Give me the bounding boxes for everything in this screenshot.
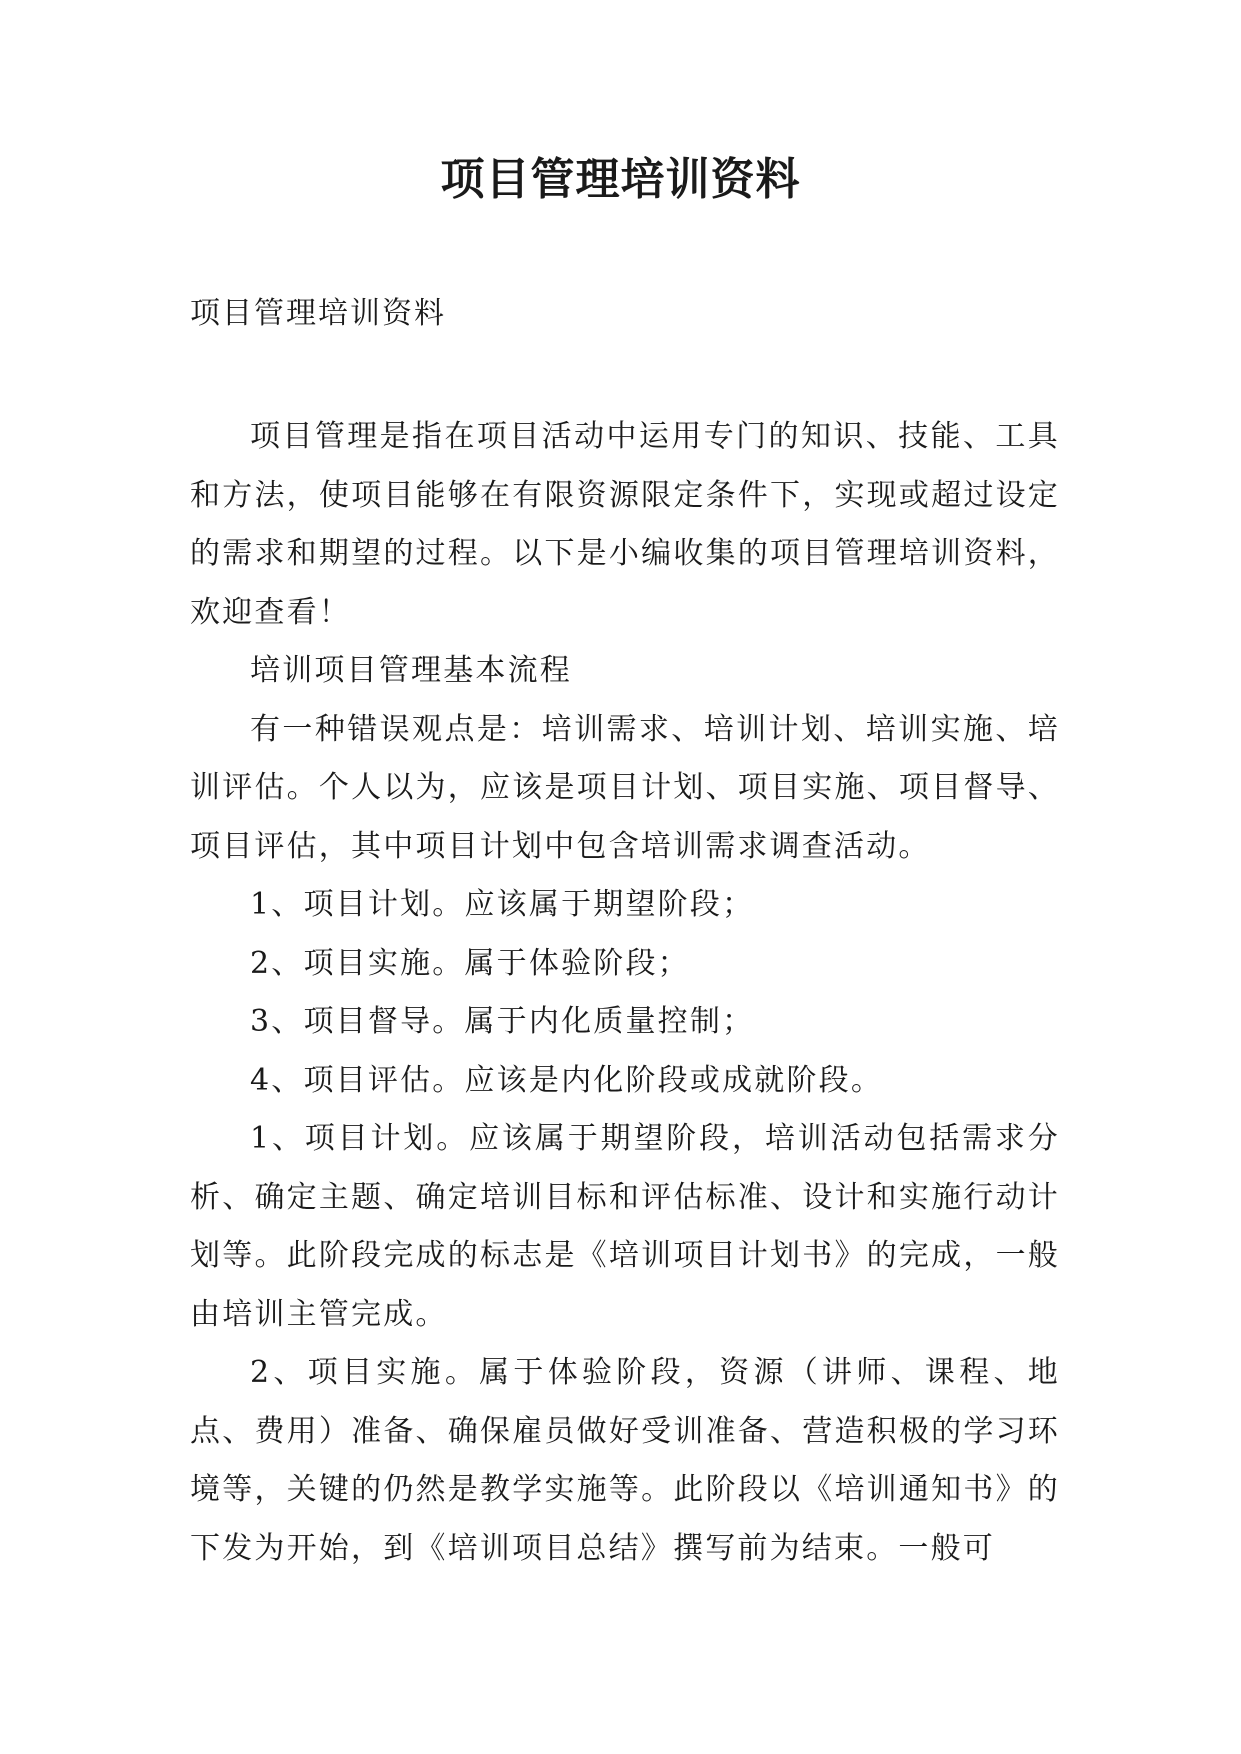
list-item: 1、项目计划。应该属于期望阶段； bbox=[250, 887, 755, 922]
paragraph-heading: 培训项目管理基本流程 bbox=[250, 653, 572, 688]
list-item: 2、项目实施。属于体验阶段； bbox=[250, 945, 690, 981]
document-subtitle: 项目管理培训资料 bbox=[190, 296, 446, 331]
paragraph-viewpoint: 有一种错误观点是：培训需求、培训计划、培训实施、培训评估。个人以为，应该是项目计划、项目实施、项目督导、项目评估，其中项目计划中包含培训需求调查活动。 bbox=[190, 711, 1060, 864]
document-title: 项目管理培训资料 bbox=[440, 154, 801, 205]
list-item: 4、项目评估。应该是内化阶段或成就阶段。 bbox=[250, 1062, 884, 1098]
list-item: 3、项目督导。属于内化质量控制； bbox=[250, 1004, 755, 1039]
paragraph-plan-detail: 1、项目计划。应该属于期望阶段，培训活动包括需求分析、确定主题、确定培训目标和评估标准、设计和实施行动计划等。此阶段完成的标志是《培训项目计划书》的完成，一般由培训主管完成。 bbox=[190, 1121, 1060, 1332]
paragraph-implementation-detail: 2、项目实施。属于体验阶段，资源（讲师、课程、地点、费用）准备、确保雇员做好受训准备、营造积极的学习环境等，关键的仍然是教学实施等。此阶段以《培训通知书》的下发为开始，到《培训项目总结》撰写前为结束。一般可 bbox=[190, 1355, 1060, 1566]
paragraph-intro: 项目管理是指在项目活动中运用专门的知识、技能、工具和方法，使项目能够在有限资源限定条件下，实现或超过设定的需求和期望的过程。以下是小编收集的项目管理培训资料，欢迎查看！ bbox=[190, 419, 1060, 630]
document-body bbox=[190, 408, 1060, 1578]
